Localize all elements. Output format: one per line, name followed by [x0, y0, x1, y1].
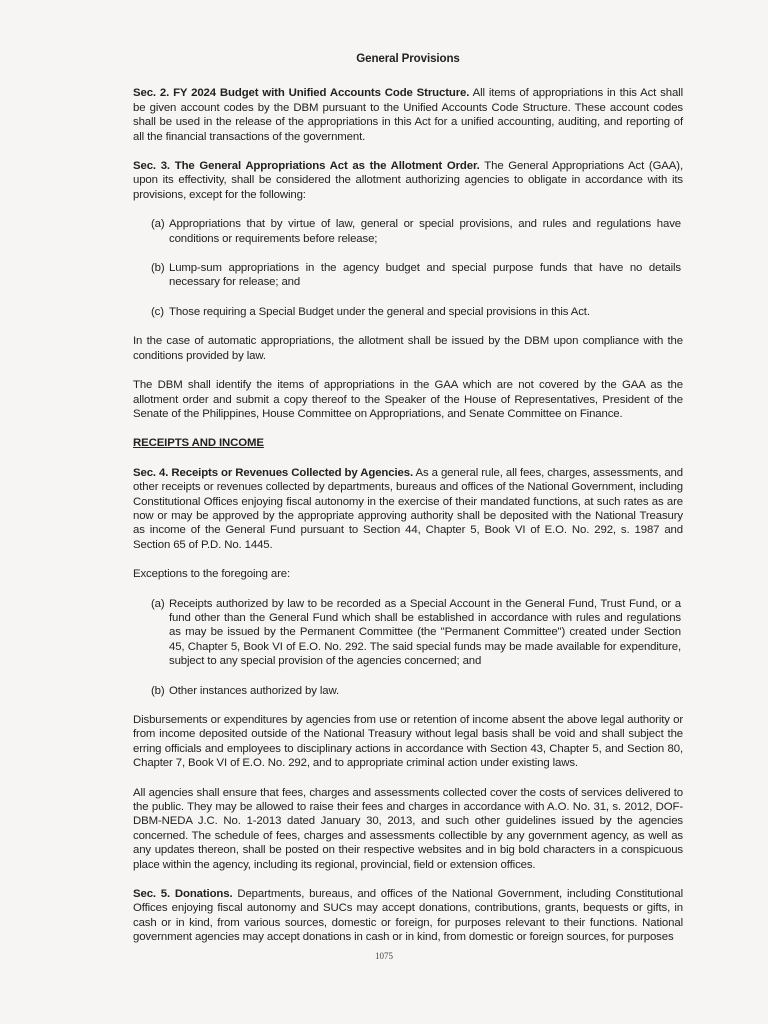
- sec2-paragraph: [133, 86, 683, 144]
- page-number: 1075: [375, 951, 393, 961]
- list-item: [133, 597, 683, 669]
- sec4-fees-paragraph: All agencies shall ensure that fees, charges and assessments collected cover the costs of services delivered to the public. They may be allowed to raise their fees and charges in accordance with A.O. No. 31, s. 2012, DOF-DBM-NEDA J.C. No. 1-2013 dated January 30, 2013, and such other guidelines issued by the agencies concerned. The schedule of fees, charges and assessments collectible by any government agency, as well as any updates thereon, shall be posted on their respective websites and in big bold characters in a conspicuous place within the agency, including its regional, provincial, field or extension offices.: [133, 786, 683, 871]
- list-marker: (b): [151, 684, 165, 697]
- sec5-heading: Sec. 5. Donations.: [133, 888, 233, 901]
- sec3-exceptions-list: [133, 217, 683, 319]
- list-marker: (c): [151, 305, 164, 318]
- list-marker: (a): [151, 597, 165, 610]
- list-item: [133, 305, 683, 319]
- list-item-text: Those requiring a Special Budget under the general and special provisions in this Act.: [169, 305, 590, 318]
- list-item-text: Receipts authorized by law to be recorded as a Special Account in the General Fund, Trust Fund, or a fund other than the General Fund which shall be established in accordance with rules and regulations as may be issued by the Permanent Committee (the "Permanent Committee") created under Section 45, Chapter 5, Book VI of E.O. No. 292. The said special funds may be made available for expenditure, subject to any special provision of the agencies concerned; and: [169, 597, 681, 668]
- list-item: [133, 684, 683, 698]
- list-item: [133, 217, 683, 246]
- receipts-income-header: RECEIPTS AND INCOME: [133, 437, 264, 450]
- sec4-paragraph: [133, 466, 683, 552]
- sec4-exceptions-intro: Exceptions to the foregoing are:: [133, 568, 290, 581]
- sec4-body: As a general rule, all fees, charges, assessments, and other receipts or revenues collected by departments, bureaus and offices of the National Government, including Constitutional Offices enjoying fiscal autonomy in the exercise of their mandated functions, at such rates as are now or may be approved by the appropriate approving authority shall be deposited with the National Treasury as income of the General Fund pursuant to Section 44, Chapter 5, Book VI of E.O. No. 292, s. 1987 and Section 65 of P.D. No. 1445.: [133, 466, 683, 551]
- sec3-heading: Sec. 3. The General Appropriations Act as the Allotment Order.: [133, 160, 480, 173]
- sec2-heading: Sec. 2. FY 2024 Budget with Unified Accounts Code Structure.: [133, 87, 470, 100]
- sec4-exceptions-list: [133, 597, 683, 698]
- sec4-disbursements-paragraph: Disbursements or expenditures by agencies from use or retention of income absent the above legal authority or from income deposited outside of the National Treasury without legal basis shall be void and shall subject the erring officials and employees to disciplinary actions in accordance with Section 43, Chapter 5, and Section 80, Chapter 7, Book VI of E.O. No. 292, and to appropriate criminal action under existing laws.: [133, 714, 683, 770]
- sec2-body: All items of appropriations in this Act shall be given account codes by the DBM pursuant to the Unified Accounts Code Structure. These account codes shall be used in the release of the appropriations in this Act for a unified accounting, auditing, and reporting of all the financial transactions of the government.: [133, 87, 683, 143]
- sec3-automatic-paragraph: In the case of automatic appropriations, the allotment shall be issued by the DBM upon compliance with the conditions provided by law.: [133, 335, 683, 362]
- sec3-dbm-paragraph: The DBM shall identify the items of appropriations in the GAA which are not covered by the GAA as the allotment order and submit a copy thereof to the Speaker of the House of Representatives, President of the Senate of the Philippines, House Committee on Appropriations, and Senate Committee on Finance.: [133, 379, 683, 420]
- page-title: General Provisions: [356, 52, 460, 65]
- sec3-body: The General Appropriations Act (GAA), upon its effectivity, shall be considered the allotment authorizing agencies to obligate in accordance with its provisions, except for the following:: [133, 160, 683, 201]
- sec3-paragraph: [133, 159, 683, 202]
- sec4-heading: Sec. 4. Receipts or Revenues Collected by Agencies.: [133, 466, 414, 479]
- sec5-paragraph: [133, 887, 683, 945]
- list-item: [133, 261, 683, 290]
- list-marker: (a): [151, 218, 165, 231]
- document-body: [133, 52, 683, 960]
- list-item-text: Appropriations that by virtue of law, general or special provisions, and rules and regulations have conditions or requirements before release;: [169, 218, 681, 245]
- list-item-text: Other instances authorized by law.: [169, 684, 340, 697]
- sec5-body: Departments, bureaus, and offices of the National Government, including Constitutional Offices enjoying fiscal autonomy and SUCs may accept donations, contributions, grants, bequests or gifts, in cash or in kind, from various sources, domestic or foreign, for purposes relevant to their functions. National government agencies may accept donations in cash or in kind, from domestic or foreign sources, for purposes: [133, 888, 683, 944]
- list-item-text: Lump-sum appropriations in the agency budget and special purpose funds that have no details necessary for release; and: [169, 262, 681, 289]
- list-marker: (b): [151, 262, 165, 275]
